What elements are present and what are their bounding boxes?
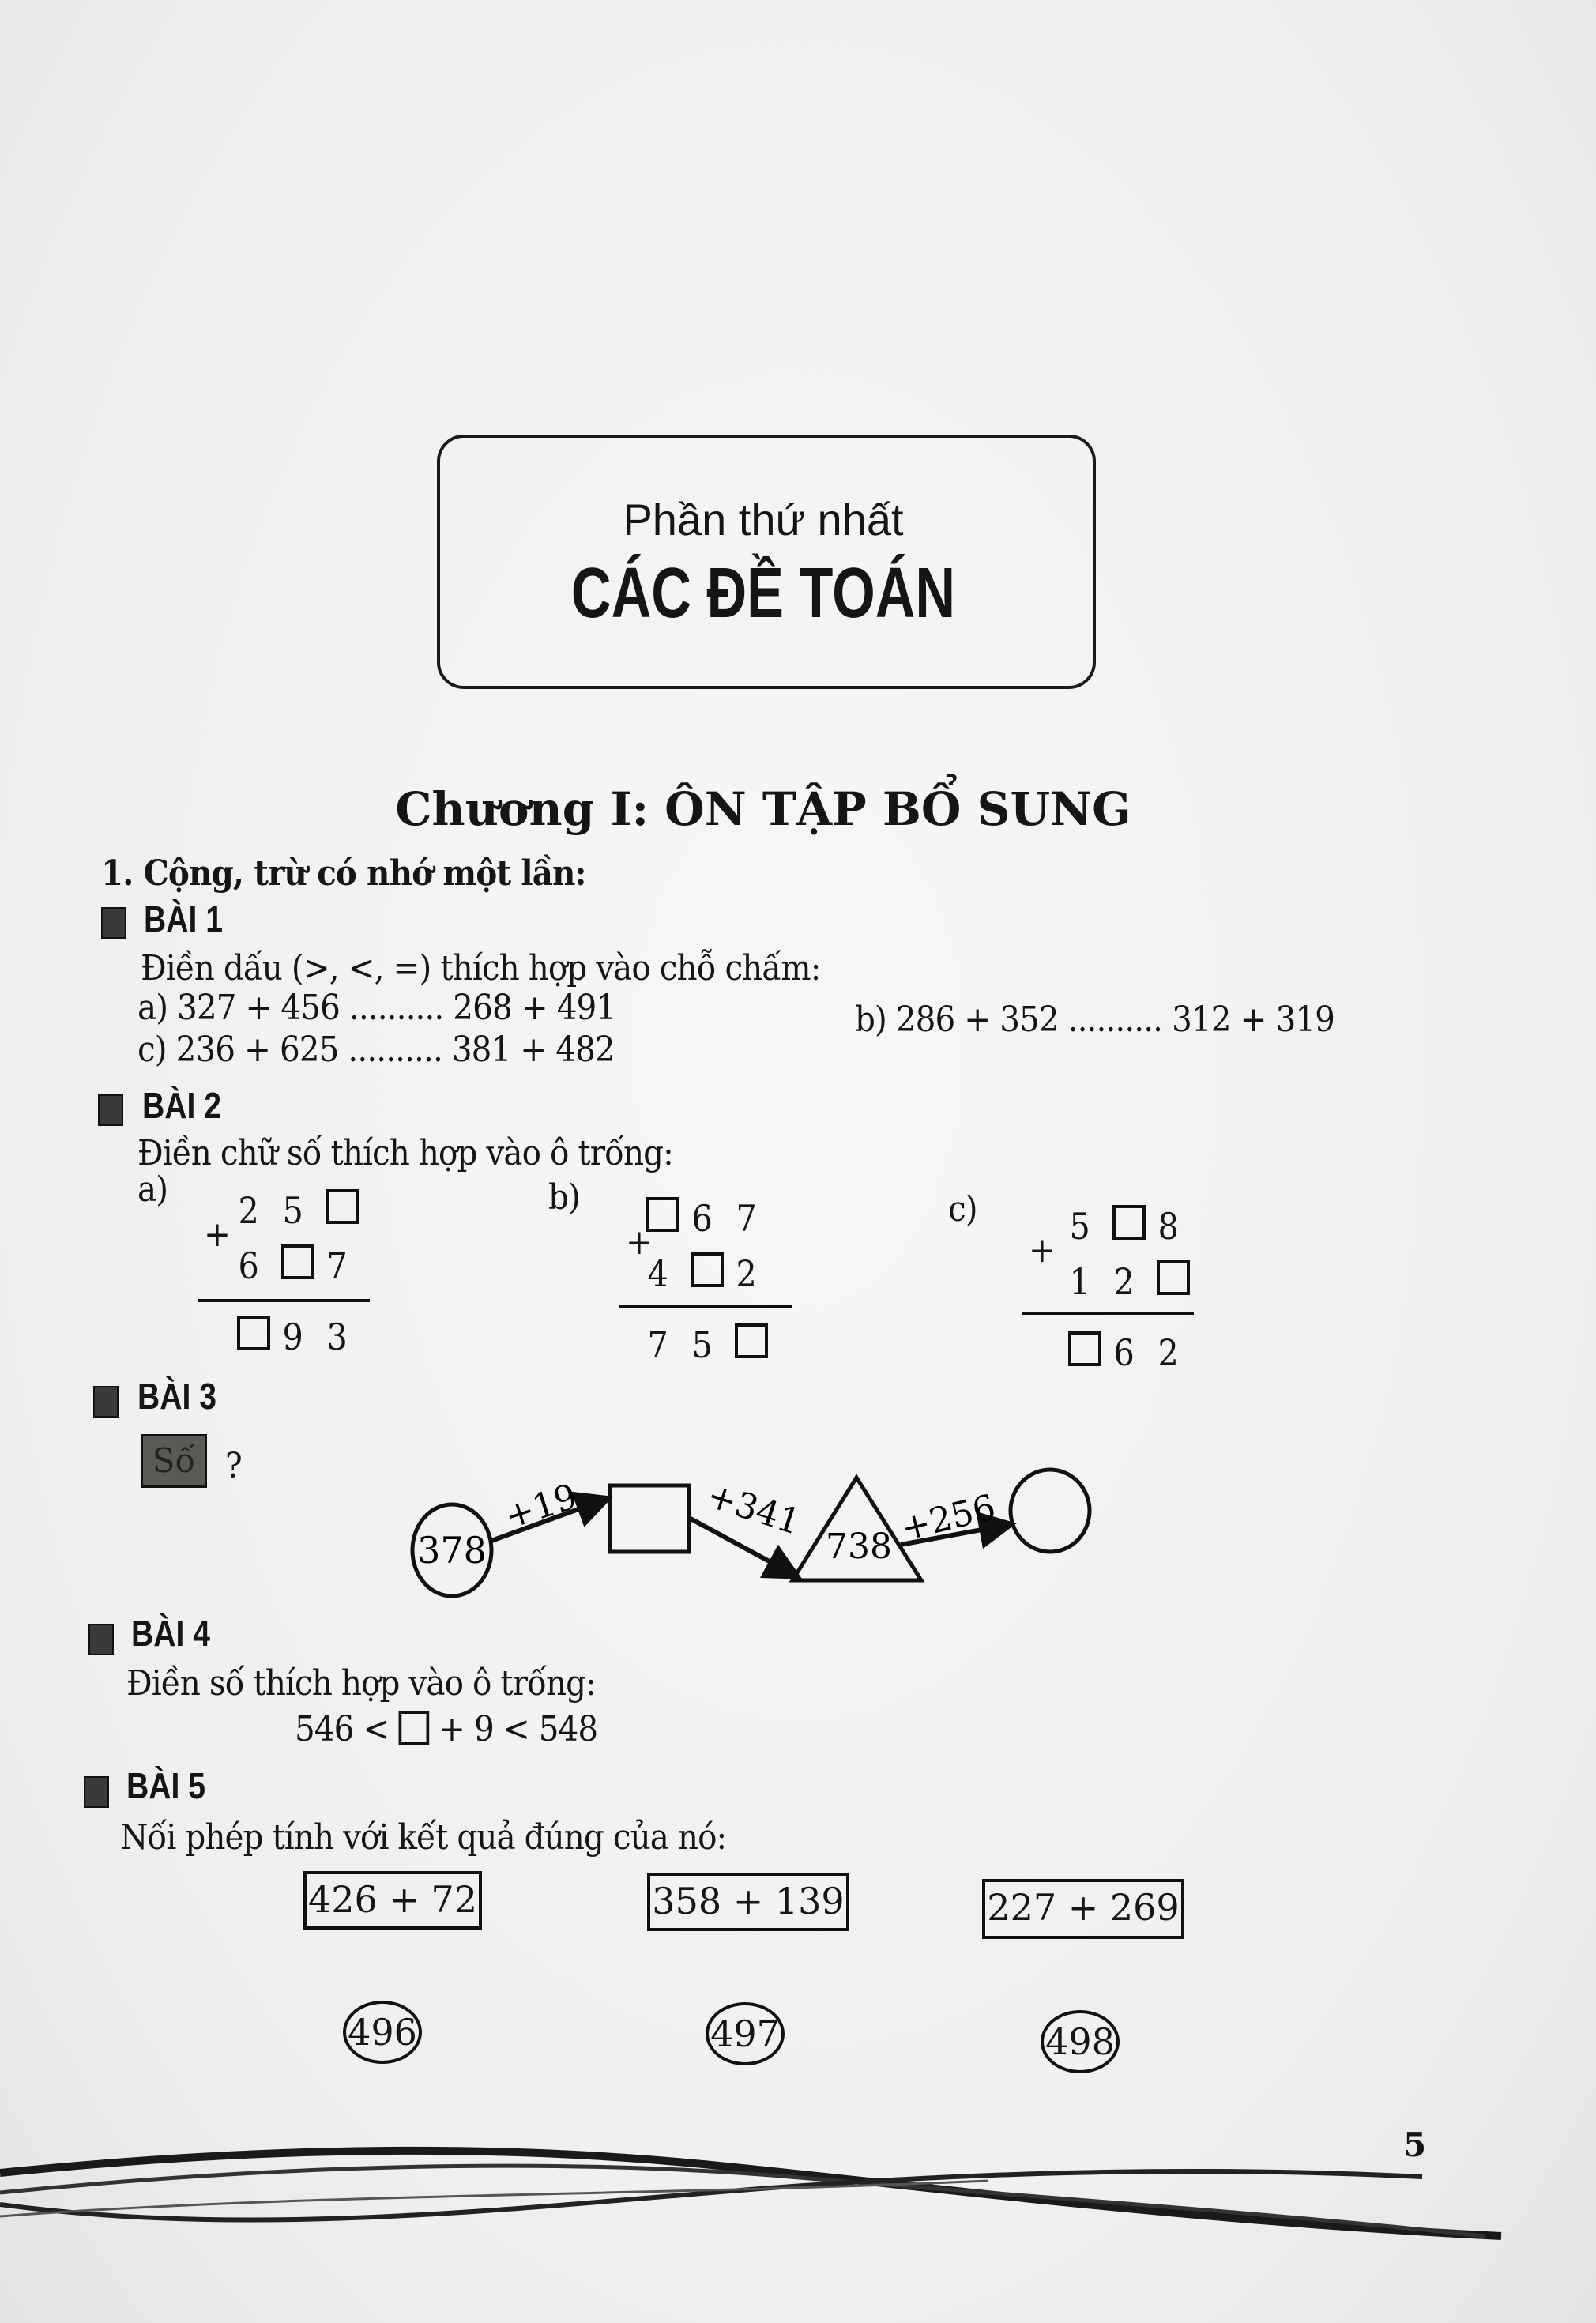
bai2-instruction: Điền chữ số thích hợp vào ô trống: [137,1133,673,1173]
plus-sign: + [1029,1230,1056,1271]
result-circle[interactable]: 496 [343,2001,422,2064]
bullet-square-icon [84,1776,109,1808]
bai4-heading: BÀI 4 [131,1613,210,1654]
chapter-heading: Chương I: ÔN TẬP BỔ SUNG [395,782,1131,836]
digit: 7 [736,1197,757,1240]
digit: 6 [691,1197,713,1240]
bai1-heading: BÀI 1 [144,898,223,939]
answer-square[interactable] [610,1485,689,1552]
result-circle[interactable]: 498 [1041,2010,1120,2073]
bai4-instruction: Điền số thích hợp vào ô trống: [126,1663,596,1704]
bai3-heading: BÀI 3 [137,1376,216,1417]
expression-box[interactable]: 426 + 72 [303,1871,482,1930]
decorative-swoosh [0,2118,1596,2276]
digit: 2 [736,1252,757,1295]
expression-box[interactable]: 358 + 139 [647,1873,849,1931]
digit: 5 [282,1189,303,1232]
digit: 2 [1157,1331,1179,1374]
question-mark: ? [225,1446,242,1486]
digit: 5 [1069,1205,1090,1248]
digit: 5 [691,1323,713,1366]
bai1-item-c: c) 236 + 625 .......... 381 + 482 [137,1030,615,1070]
digit: 3 [326,1316,348,1358]
part-title: CÁC ĐỀ TOÁN [570,554,956,633]
start-value: 378 [417,1529,487,1572]
digit: 6 [238,1244,259,1287]
inequality-right: + 9 < 548 [439,1709,598,1749]
triangle-value: 738 [826,1527,892,1567]
bai5-instruction: Nối phép tính với kết quả đúng của nó: [120,1817,727,1858]
digit: 1 [1069,1260,1090,1303]
digit: 7 [647,1323,668,1366]
bai2-b-label: b) [548,1177,580,1218]
step1-label: +19 [499,1476,582,1538]
bullet-square-icon [88,1624,114,1655]
digit: 6 [1113,1331,1135,1374]
so-label-box: Số [141,1434,207,1488]
page-number: 5 [1403,2125,1427,2164]
digit: 8 [1157,1205,1179,1248]
inequality-left: 546 < [295,1709,390,1749]
bai1-item-a: a) 327 + 456 .......... 268 + 491 [137,988,616,1028]
bai2-a-label: a) [137,1169,168,1210]
result-circle[interactable]: 497 [706,2002,785,2065]
bai2-c-label: c) [948,1189,977,1229]
answer-circle[interactable] [1011,1470,1090,1552]
step3-label: +256 [897,1486,999,1549]
plus-sign: + [204,1214,231,1255]
bai1-item-b: b) 286 + 352 .......... 312 + 319 [855,1000,1334,1040]
bai4-inequality [295,1709,597,1749]
digit: 2 [1113,1260,1135,1303]
part-subtitle: Phần thứ nhất [623,495,904,544]
bai2-heading: BÀI 2 [142,1085,221,1126]
section-heading: 1. Cộng, trừ có nhớ một lần: [101,853,586,894]
digit: 2 [238,1189,259,1232]
plus-sign: + [626,1222,653,1263]
digit: 4 [647,1252,668,1295]
bai5-heading: BÀI 5 [126,1765,205,1806]
expression-box[interactable]: 227 + 269 [982,1879,1184,1939]
digit: 7 [326,1244,348,1287]
step2-label: +341 [702,1474,806,1543]
answer-box[interactable] [398,1711,429,1745]
digit: 9 [282,1316,303,1358]
bai1-instruction: Điền dấu (>, <, =) thích hợp vào chỗ chấm: [141,948,821,988]
